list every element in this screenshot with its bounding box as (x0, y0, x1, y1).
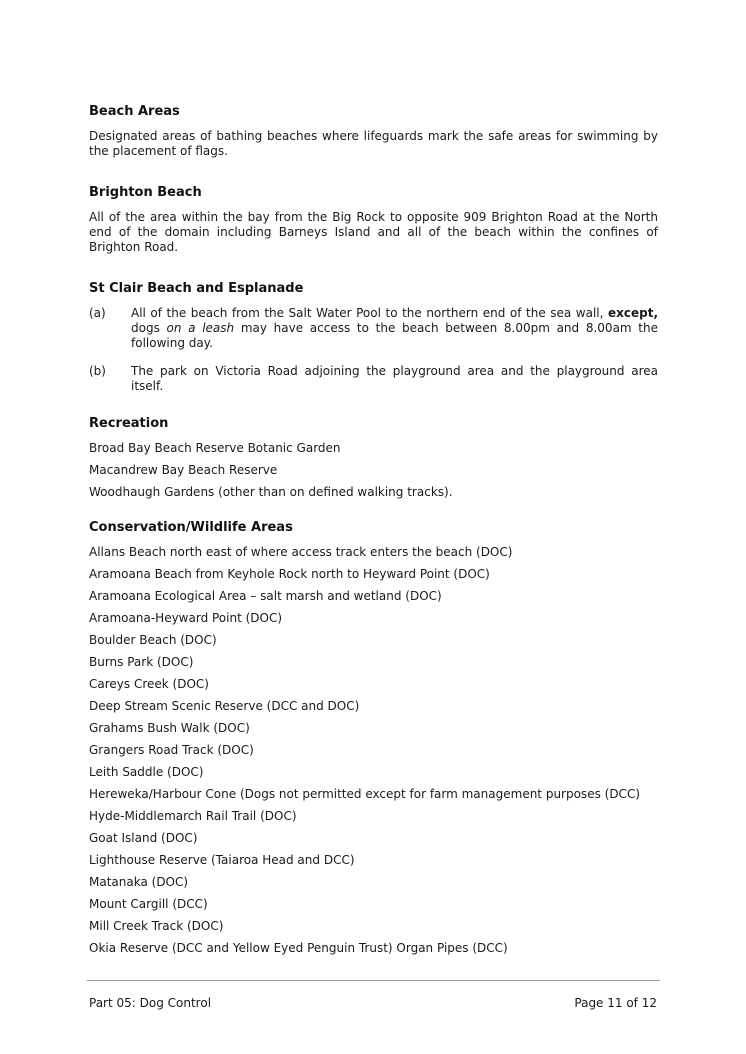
list-item: Woodhaugh Gardens (other than on defined walking tracks). (89, 485, 453, 499)
item-text-bold: except, (607, 306, 658, 320)
list-item: Leith Saddle (DOC) (89, 765, 204, 779)
item-number: (b) (89, 364, 106, 378)
list-item: Broad Bay Beach Reserve Botanic Garden (89, 441, 341, 455)
list-item: Okia Reserve (DCC and Yellow Eyed Penguin Trust) Organ Pipes (DCC) (89, 941, 508, 955)
heading-beach-areas: Beach Areas (89, 104, 180, 119)
item-text-part: may have access to the beach between 8.00pm and 8.00am the following day. (131, 321, 658, 350)
list-item: Careys Creek (DOC) (89, 677, 209, 691)
paragraph-beach-areas: Designated areas of bathing beaches where lifeguards mark the safe areas for swimming by the placement of flags. (89, 129, 658, 158)
list-item: Deep Stream Scenic Reserve (DCC and DOC) (89, 699, 360, 713)
list-item: Aramoana Ecological Area – salt marsh and wetland (DOC) (89, 589, 442, 603)
list-item: Mount Cargill (DCC) (89, 897, 208, 911)
list-item: Allans Beach north east of where access track enters the beach (DOC) (89, 545, 513, 559)
heading-brighton-beach: Brighton Beach (89, 185, 202, 200)
list-item-a (89, 306, 658, 351)
item-number: (a) (89, 306, 106, 320)
document-body (89, 104, 658, 963)
heading-st-clair: St Clair Beach and Esplanade (89, 281, 304, 296)
item-text: The park on Victoria Road adjoining the playground area and the playground area itself. (131, 364, 658, 393)
list-item: Grahams Bush Walk (DOC) (89, 721, 250, 735)
item-text-part: All of the beach from the Salt Water Pool to the northern end of the sea wall, (131, 306, 608, 320)
recreation-list (89, 441, 658, 507)
item-text-italic: on a leash (166, 321, 235, 335)
list-item: Lighthouse Reserve (Taiaroa Head and DCC) (89, 853, 355, 867)
list-item: Aramoana-Heyward Point (DOC) (89, 611, 283, 625)
list-item: Macandrew Bay Beach Reserve (89, 463, 278, 477)
conservation-list (89, 545, 658, 963)
footer-section-title: Part 05: Dog Control (89, 996, 212, 1010)
heading-recreation: Recreation (89, 416, 169, 431)
footer-divider (87, 980, 660, 981)
list-item: Aramoana Beach from Keyhole Rock north to Heyward Point (DOC) (89, 567, 490, 581)
list-item: Matanaka (DOC) (89, 875, 189, 889)
item-text (131, 306, 658, 351)
heading-conservation: Conservation/Wildlife Areas (89, 520, 293, 535)
paragraph-brighton-beach: All of the area within the bay from the Big Rock to opposite 909 Brighton Road at the North end of the domain including Barneys Island and all of the beach within the confines of Brighton Road. (89, 210, 658, 254)
list-item: Burns Park (DOC) (89, 655, 194, 669)
list-item: Hyde-Middlemarch Rail Trail (DOC) (89, 809, 297, 823)
footer-page-number: Page 11 of 12 (574, 996, 657, 1010)
list-item-b (89, 364, 658, 394)
item-text-part: dogs (131, 321, 167, 335)
list-item: Mill Creek Track (DOC) (89, 919, 224, 933)
list-item: Boulder Beach (DOC) (89, 633, 217, 647)
list-item: Grangers Road Track (DOC) (89, 743, 254, 757)
list-item: Goat Island (DOC) (89, 831, 198, 845)
list-item: Hereweka/Harbour Cone (Dogs not permitted except for farm management purposes (DCC) (89, 787, 640, 801)
